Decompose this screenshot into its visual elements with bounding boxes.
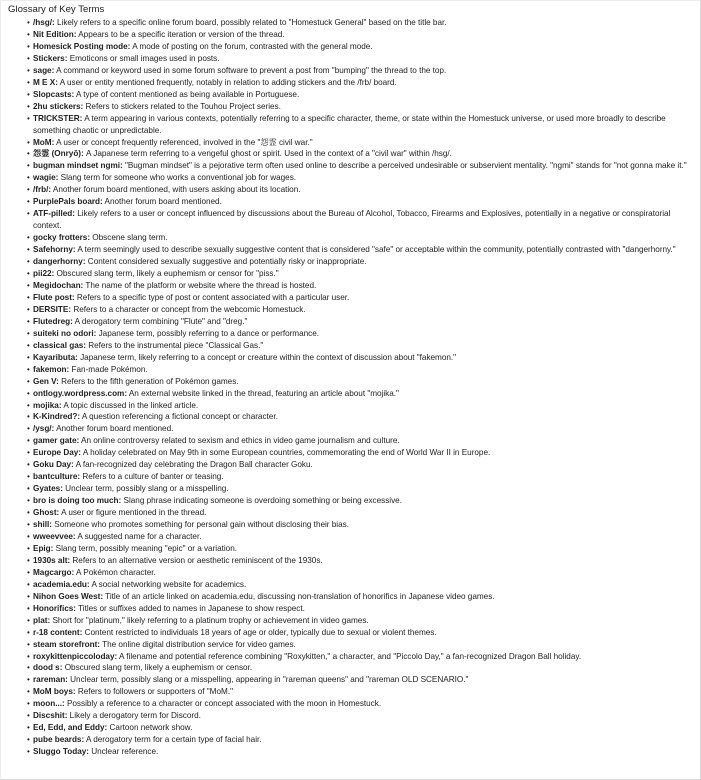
glossary-definition: Short for "platinum," likely referring to a platinum trophy or achievement in video games. — [52, 615, 369, 625]
glossary-definition: Cartoon network show. — [109, 723, 193, 733]
glossary-term: PurplePals board: — [33, 197, 103, 207]
glossary-heading: Glossary of Key Terms — [8, 4, 105, 15]
glossary-definition: Refers to a culture of banter or teasing. — [82, 472, 224, 482]
glossary-item — [33, 400, 693, 412]
glossary-definition: Refers to an alternative version or aesthetic reminiscent of the 1930s. — [72, 555, 323, 565]
glossary-item — [33, 531, 693, 543]
glossary-term: Nihon Goes West: — [33, 591, 104, 601]
glossary-item — [33, 507, 693, 519]
glossary-item — [33, 519, 693, 531]
glossary-term: Homesick Posting mode: — [33, 41, 131, 51]
glossary-definition: A mode of posting on the forum, contrasted with the general mode. — [132, 41, 373, 51]
glossary-definition: A derogatory term combining "Flute" and "dreg." — [74, 316, 248, 326]
glossary-term: plat: — [33, 615, 51, 625]
glossary-item — [33, 29, 693, 41]
glossary-item — [33, 304, 693, 316]
glossary-item — [33, 746, 693, 758]
glossary-definition: Japanese term, likely referring to a concept or creature within the context of discussion about "fakemon." — [80, 352, 457, 362]
glossary-item — [33, 292, 693, 304]
glossary-definition: A filename and potential reference combining "Roxykitten," a character, and "Piccolo Day," a fan-recognized Dragon Ball holiday. — [119, 651, 582, 661]
glossary-definition: Slang term, possibly meaning "epic" or a variation. — [55, 543, 238, 553]
glossary-term: pube beards: — [33, 735, 85, 745]
glossary-definition: Japanese term, possibly referring to a dance or performance. — [98, 328, 320, 338]
glossary-term: 2hu stickers: — [33, 101, 84, 111]
glossary-item — [33, 543, 693, 555]
glossary-term: shill: — [33, 520, 52, 530]
glossary-item — [33, 65, 693, 77]
glossary-term: gocky frotters: — [33, 233, 91, 243]
glossary-item — [33, 710, 693, 722]
glossary-item — [33, 639, 693, 651]
glossary-definition: Possibly a reference to a character or concept associated with the moon in Homestuck. — [66, 699, 382, 709]
glossary-term: Magcargo: — [33, 567, 75, 577]
glossary-item — [33, 184, 693, 196]
glossary-item — [33, 591, 693, 603]
glossary-item — [33, 651, 693, 663]
glossary-term: wagie: — [33, 173, 59, 183]
glossary-term: Europe Day: — [33, 448, 82, 458]
glossary-item — [33, 316, 693, 328]
glossary-item — [33, 376, 693, 388]
glossary-term: fakemon: — [33, 364, 70, 374]
glossary-term: classical gas: — [33, 340, 86, 350]
glossary-definition: An external website linked in the thread, featuring an article about "mojika." — [128, 388, 399, 398]
glossary-definition: The name of the platform or website where the thread is hosted. — [85, 280, 317, 290]
glossary-term: Flutedreg: — [33, 316, 73, 326]
glossary-definition: Likely refers to a user or concept influenced by discussions about the Bureau of Alcohol, Tobacco, Firearms and Explosives, potentially in a negative or conspiratorial context. — [33, 209, 671, 231]
glossary-term: ontlogy.wordpress.com: — [33, 388, 128, 398]
glossary-term: Megidochan: — [33, 280, 84, 290]
glossary-item — [33, 459, 693, 471]
glossary-definition: Another forum board mentioned. — [56, 424, 174, 434]
glossary-term: gamer gate: — [33, 436, 80, 446]
glossary-term: moon...: — [33, 699, 65, 709]
glossary-item — [33, 698, 693, 710]
glossary-definition: Fan-made Pokémon. — [71, 364, 148, 374]
glossary-definition: Another forum board mentioned. — [104, 197, 222, 207]
glossary-definition: Likely refers to a specific online forum board, possibly related to "Homestuck General" based on the title bar. — [56, 18, 447, 27]
glossary-term: ATF-pilled: — [33, 209, 75, 219]
glossary-item — [33, 567, 693, 579]
glossary-item — [33, 615, 693, 627]
glossary-term: MoM boys: — [33, 687, 76, 697]
glossary-term: Ghost: — [33, 508, 60, 518]
glossary-definition: Content considered sexually suggestive and potentially risky or inappropriate. — [87, 257, 367, 267]
glossary-definition: Obscene slang term. — [92, 233, 168, 243]
glossary-definition: A Pokémon character. — [76, 567, 156, 577]
glossary-definition: A user or entity mentioned frequently, notably in relation to adding stickers and the /frb/ board. — [59, 77, 397, 87]
glossary-item — [33, 113, 693, 137]
glossary-definition: A user or concept frequently referenced, involved in the "怨霊 civil war." — [56, 137, 313, 147]
glossary-item — [33, 196, 693, 208]
glossary-term: bugman mindset ngmi: — [33, 161, 123, 171]
glossary-term: Stickers: — [33, 53, 68, 63]
glossary-term: 1930s alt: — [33, 555, 71, 565]
glossary-definition: A fan-recognized day celebrating the Dragon Ball character Goku. — [75, 460, 313, 470]
glossary-item — [33, 17, 693, 29]
glossary-term: Sluggo Today: — [33, 747, 89, 757]
glossary-definition: A command or keyword used in some forum software to prevent a post from "bumping" the thread to the top. — [56, 65, 447, 75]
glossary-term: pii22: — [33, 269, 55, 279]
glossary-term: bro is doing too much: — [33, 496, 122, 506]
glossary-definition: Someone who promotes something for personal gain without disclosing their bias. — [54, 520, 349, 530]
glossary-definition: An online controversy related to sexism and ethics in video game journalism and culture. — [81, 436, 400, 446]
glossary-term: roxykittenpiccoloday: — [33, 651, 118, 661]
glossary-item — [33, 734, 693, 746]
glossary-definition: A user or figure mentioned in the thread. — [61, 508, 207, 518]
glossary-item — [33, 686, 693, 698]
glossary-item — [33, 352, 693, 364]
glossary-definition: A term seemingly used to describe sexually suggestive content that is considered "safe" or acceptable within the community, potentially contrasted with "dangerhorny." — [77, 245, 676, 255]
glossary-item — [33, 555, 693, 567]
glossary-item — [33, 148, 693, 160]
glossary-item — [33, 423, 693, 435]
glossary-item — [33, 340, 693, 352]
glossary-term: TRICKSTER: — [33, 113, 83, 123]
glossary-definition: Title of an article linked on academia.edu, discussing non-translation of honorifics in Japanese video games. — [105, 591, 495, 601]
glossary-definition: A derogatory term for a certain type of facial hair. — [85, 735, 262, 745]
glossary-term: /hsg/: — [33, 18, 55, 27]
glossary-item — [33, 471, 693, 483]
glossary-term: suiteki no odori: — [33, 328, 97, 338]
glossary-definition: Appears to be a specific iteration or version of the thread. — [78, 29, 285, 39]
glossary-term: academia.edu: — [33, 579, 90, 589]
glossary-item — [33, 411, 693, 423]
glossary-term: Gen V: — [33, 376, 59, 386]
glossary-definition: Unclear term, possibly slang or a misspelling, appearing in "rareman queens" and "rareman OLD SCENARIO." — [70, 675, 469, 685]
glossary-term: mojika: — [33, 400, 62, 410]
glossary-definition: A Japanese term referring to a vengeful ghost or spirit. Used in the context of a "civil war" within /hsg/. — [86, 149, 452, 159]
glossary-term: Slopcasts: — [33, 89, 75, 99]
glossary-term: /ysg/: — [33, 424, 55, 434]
glossary-term: Flute post: — [33, 292, 75, 302]
glossary-definition: A term appearing in various contexts, potentially referring to a specific character, theme, or state within the Homestuck universe, or used more broadly to describe something chaotic or unpredictable. — [33, 113, 666, 135]
glossary-definition: Obscured slang term, likely a euphemism or censor. — [64, 663, 253, 673]
glossary-term: 怨霊 (Onryō): — [33, 149, 84, 159]
glossary-term: Ed, Edd, and Eddy: — [33, 723, 108, 733]
glossary-term: dood s: — [33, 663, 63, 673]
glossary-definition: Refers to a character or concept from the webcomic Homestuck. — [73, 304, 306, 314]
glossary-definition: Emoticons or small images used in posts. — [69, 53, 220, 63]
glossary-item — [33, 232, 693, 244]
glossary-item — [33, 388, 693, 400]
glossary-item — [33, 627, 693, 639]
glossary-term: DERSITE: — [33, 304, 72, 314]
glossary-term: /frb/: — [33, 185, 52, 195]
glossary-definition: Refers to the fifth generation of Pokémon games. — [61, 376, 239, 386]
glossary-item — [33, 137, 693, 149]
glossary-item — [33, 101, 693, 113]
glossary-term: Nit Edition: — [33, 29, 77, 39]
glossary-item — [33, 280, 693, 292]
glossary-item — [33, 328, 693, 340]
glossary-definition: A suggested name for a character. — [77, 531, 202, 541]
glossary-term: dangerhorny: — [33, 257, 86, 267]
glossary-term: Discshit: — [33, 711, 68, 721]
glossary-item — [33, 244, 693, 256]
glossary-definition: Unclear reference. — [91, 747, 159, 757]
glossary-item — [33, 435, 693, 447]
glossary-term: r-18 content: — [33, 627, 83, 637]
glossary-term: Epig: — [33, 543, 54, 553]
glossary-definition: Likely a derogatory term for Discord. — [69, 711, 201, 721]
glossary-definition: Content restricted to individuals 18 years of age or older, typically due to sexual or violent themes. — [84, 627, 437, 637]
glossary-definition: Titles or suffixes added to names in Japanese to show respect. — [78, 603, 305, 613]
glossary-definition: Slang phrase indicating someone is overdoing something or being excessive. — [123, 496, 402, 506]
glossary-item — [33, 364, 693, 376]
glossary-definition: A social networking website for academics. — [91, 579, 247, 589]
glossary-term: Gyates: — [33, 484, 63, 494]
glossary-definition: A topic discussed in the linked article. — [63, 400, 199, 410]
glossary-term: M E X: — [33, 77, 58, 87]
glossary-item — [33, 53, 693, 65]
glossary-definition: "Bugman mindset" is a pejorative term often used online to describe a perceived undesirable or subservient mentality. "ngmi" stands for "not gonna make it." — [124, 161, 687, 171]
glossary-term: rareman: — [33, 675, 68, 685]
glossary-item — [33, 89, 693, 101]
glossary-item — [33, 495, 693, 507]
glossary-term: Goku Day: — [33, 460, 74, 470]
glossary-definition: Refers to a specific type of post or content associated with a particular user. — [76, 292, 350, 302]
glossary-item — [33, 722, 693, 734]
glossary-item — [33, 674, 693, 686]
glossary-definition: Unclear term, possibly slang or a misspelling. — [65, 484, 229, 494]
glossary-item — [33, 603, 693, 615]
glossary-item — [33, 256, 693, 268]
glossary-item — [33, 579, 693, 591]
glossary-term: sage: — [33, 65, 55, 75]
glossary-definition: Refers to followers or supporters of "MoM." — [77, 687, 233, 697]
glossary-definition: Refers to the instrumental piece "Classical Gas." — [88, 340, 264, 350]
glossary-item — [33, 268, 693, 280]
glossary-definition: A type of content mentioned as being available in Portuguese. — [76, 89, 300, 99]
glossary-item — [33, 662, 693, 674]
glossary-term: wweevvee: — [33, 531, 76, 541]
glossary-term: MoM: — [33, 137, 55, 147]
glossary-term: K-Kindred?: — [33, 412, 81, 422]
glossary-definition: Refers to stickers related to the Touhou Project series. — [85, 101, 281, 111]
glossary-definition: A holiday celebrated on May 9th in some European countries, commemorating the end of World War II in Europe. — [82, 448, 491, 458]
glossary-list — [33, 17, 693, 758]
glossary-definition: The online digital distribution service for video games. — [102, 639, 296, 649]
glossary-definition: Obscured slang term, likely a euphemism or censor for "piss." — [56, 269, 279, 279]
glossary-definition: A question referencing a fictional concept or character. — [81, 412, 278, 422]
glossary-item — [33, 77, 693, 89]
glossary-term: Kayaributa: — [33, 352, 78, 362]
glossary-term: steam storefront: — [33, 639, 100, 649]
glossary-term: bantculture: — [33, 472, 81, 482]
glossary-item — [33, 160, 693, 172]
glossary-item — [33, 483, 693, 495]
glossary-definition: Slang term for someone who works a conventional job for wages. — [60, 173, 297, 183]
glossary-item — [33, 208, 693, 232]
glossary-term: Honorifics: — [33, 603, 76, 613]
glossary-item — [33, 172, 693, 184]
glossary-term: Safehorny: — [33, 245, 76, 255]
glossary-item — [33, 41, 693, 53]
glossary-definition: Another forum board mentioned, with users asking about its location. — [52, 185, 301, 195]
glossary-item — [33, 447, 693, 459]
